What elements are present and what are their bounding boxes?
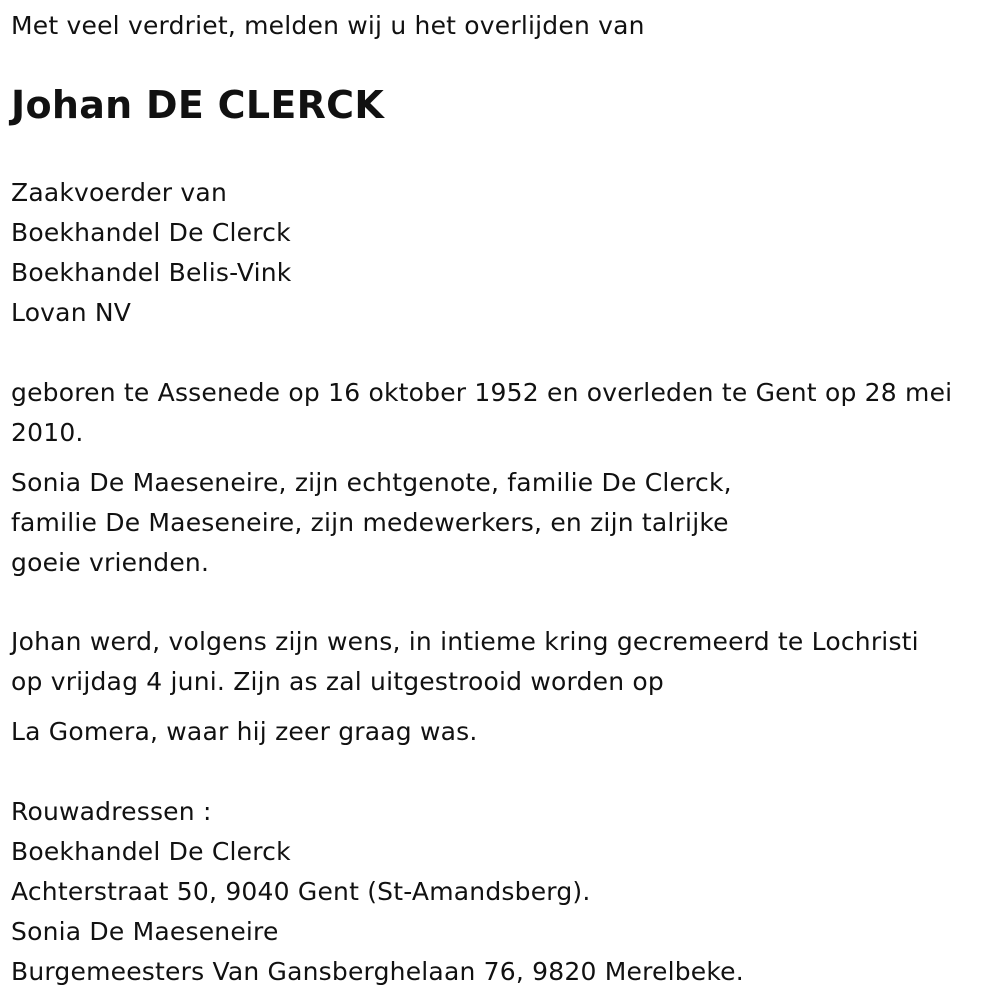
address-line: Achterstraat 50, 9040 Gent (St-Amandsberg). <box>11 877 591 906</box>
intro-line: Met veel verdriet, melden wij u het overlijden van <box>11 11 645 40</box>
address-line: Burgemeesters Van Gansberghelaan 76, 9820 Merelbeke. <box>11 957 744 986</box>
cremation-line: Johan werd, volgens zijn wens, in intieme kring gecremeerd te Lochristi <box>11 627 919 656</box>
address-line: Boekhandel De Clerck <box>11 837 291 866</box>
role-line: Boekhandel De Clerck <box>11 218 291 247</box>
addresses-heading: Rouwadressen : <box>11 797 212 826</box>
role-line: Boekhandel Belis-Vink <box>11 258 292 287</box>
birth-death-line: geboren te Assenede op 16 oktober 1952 en overleden te Gent op 28 mei <box>11 378 953 407</box>
deceased-name: Johan DE CLERCK <box>11 83 385 127</box>
address-line: Sonia De Maeseneire <box>11 917 279 946</box>
cremation-line: op vrijdag 4 juni. Zijn as zal uitgestrooid worden op <box>11 667 664 696</box>
family-line: Sonia De Maeseneire, zijn echtgenote, familie De Clerck, <box>11 468 732 497</box>
place-line: La Gomera, waar hij zeer graag was. <box>11 717 478 746</box>
family-line: familie De Maeseneire, zijn medewerkers, en zijn talrijke <box>11 508 729 537</box>
role-line: Lovan NV <box>11 298 132 327</box>
family-line: goeie vrienden. <box>11 548 210 577</box>
birth-death-line: 2010. <box>11 418 84 447</box>
role-line: Zaakvoerder van <box>11 178 227 207</box>
